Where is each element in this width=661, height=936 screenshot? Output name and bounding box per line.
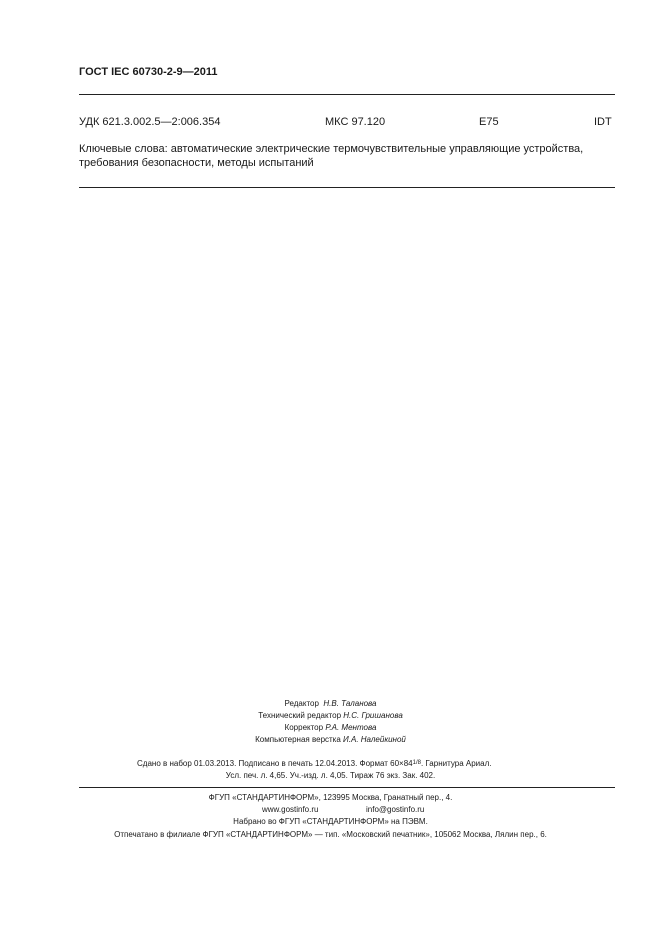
credit-role: Компьютерная верстка xyxy=(255,735,341,744)
publisher-website[interactable]: www.gostinfo.ru xyxy=(262,805,319,814)
mks-code: МКС 97.120 xyxy=(325,116,386,128)
credit-role: Редактор xyxy=(284,699,319,708)
credit-person: Н.В. Таланова xyxy=(323,699,377,708)
credit-role: Корректор xyxy=(284,723,324,732)
print-dates: Сдано в набор 01.03.2013. Подписано в печать 12.04.2013. Формат 60×84 xyxy=(137,759,413,768)
credit-person: И.А. Налейкиной xyxy=(343,735,406,744)
keywords-line-1: Ключевые слова: автоматические электрические термочувствительные управляющие устройства, xyxy=(79,143,584,155)
standard-code: ГОСТ IEC 60730-2-9—2011 xyxy=(79,66,218,78)
imprint-rule xyxy=(79,787,615,788)
publisher-email[interactable]: info@gostinfo.ru xyxy=(366,805,425,814)
udk-code: УДК 621.3.002.5—2:006.354 xyxy=(79,116,221,128)
credit-person: Н.С. Гришанова xyxy=(343,711,403,720)
print-details-line-2: Усл. печ. л. 4,65. Уч.-изд. л. 4,05. Тираж 76 экз. Зак. 402. xyxy=(225,771,436,780)
typeface: . Гарнитура Ариал. xyxy=(420,759,492,768)
credit-technical-editor xyxy=(0,711,661,720)
printing-note: Отпечатано в филиале ФГУП «СТАНДАРТИНФОРМ» — тип. «Московский печатник», 105062 Москва, Лялин пер., 6. xyxy=(114,830,547,839)
credit-layout xyxy=(0,735,661,744)
header-rule xyxy=(79,94,615,95)
print-details-line-1 xyxy=(137,759,491,768)
credit-role: Технический редактор xyxy=(258,711,342,720)
typesetting-note: Набрано во ФГУП «СТАНДАРТИНФОРМ» на ПЭВМ. xyxy=(233,817,428,826)
harmonization-degree: IDT xyxy=(594,116,612,128)
credit-editor xyxy=(0,699,661,708)
publisher-address: ФГУП «СТАНДАРТИНФОРМ», 123995 Москва, Гранатный пер., 4. xyxy=(208,793,453,802)
format-fraction: 1/8 xyxy=(412,760,421,766)
credit-person: Р.А. Ментова xyxy=(325,723,377,732)
keywords-line-2: требования безопасности, методы испытаний xyxy=(79,157,314,169)
category-code: E75 xyxy=(479,116,499,128)
keywords xyxy=(79,142,619,170)
credit-proofreader xyxy=(0,723,661,732)
keywords-rule xyxy=(79,187,615,188)
